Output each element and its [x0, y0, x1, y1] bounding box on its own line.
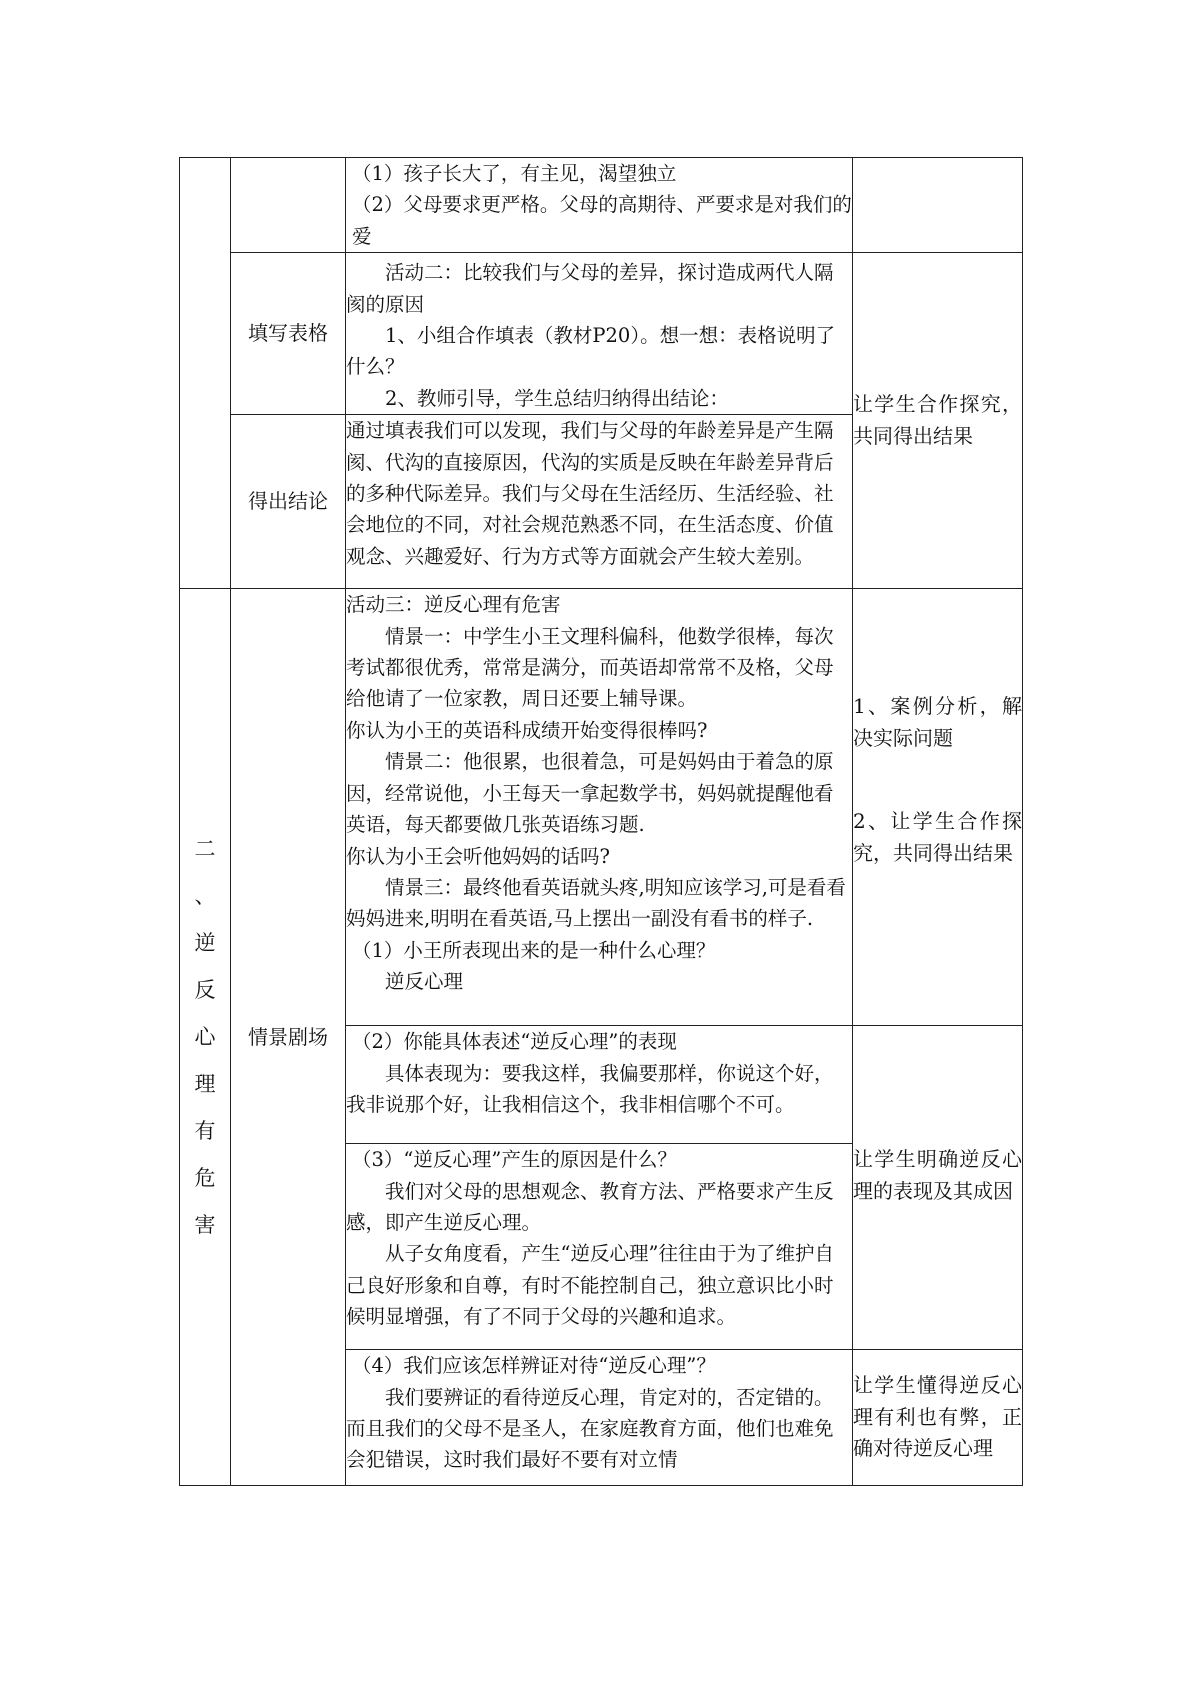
text-line: 2、教师引导，学生总结归纳得出结论：	[385, 386, 729, 410]
content-cell	[346, 589, 853, 1026]
row-label-text: 得出结论	[248, 489, 328, 514]
section-cell-empty	[180, 158, 231, 589]
row-label-text: 情景剧场	[248, 1024, 328, 1049]
text-line: （3）“逆反心理”产生的原因是什么？	[352, 1148, 677, 1172]
text-paragraph: 情景二：他很累，也很着急，可是妈妈由于着急的原因，经常说他，小王每天一拿起数学书，妈妈就提醒他看英语，每天都要做几张英语练习题.	[346, 750, 834, 837]
note-text: 1、案例分析，解决实际问题	[853, 694, 1022, 750]
text-paragraph: 我们要辨证的看待逆反心理，肯定对的，否定错的。而且我们的父母不是圣人，在家庭教育方面，他们也难免会犯错误，这时我们最好不要有对立情	[346, 1385, 834, 1472]
section-title-char: 理	[194, 1071, 216, 1096]
table-row	[180, 589, 1023, 1026]
note-text: 让学生懂得逆反心理有利也有弊，正确对待逆反心理	[853, 1373, 1022, 1461]
text-line: （1）孩子长大了，有主见，渴望独立	[352, 162, 677, 185]
text-paragraph: 通过填表我们可以发现，我们与父母的年龄差异是产生隔阂、代沟的直接原因，代沟的实质是反映在年龄差异背后的多种代际差异。我们与父母在生活经历、生活经验、社会地位的不同，对社会规范熟悉不同，在生活态度、价值观念、兴趣爱好、行为方式等方面就会产生较大差别。	[346, 419, 834, 568]
note-text: 2、让学生合作探究，共同得出结果	[853, 809, 1022, 865]
section-title-char: 心	[194, 1024, 216, 1049]
note-cell	[853, 1026, 1023, 1350]
note-cell	[853, 589, 1023, 1026]
note-cell	[853, 1350, 1023, 1486]
section-title-char: 二	[194, 836, 216, 861]
text-paragraph: 具体表现为：要我这样，我偏要那样，你说这个好，我非说那个好，让我相信这个，我非相信哪个不可。	[346, 1061, 834, 1117]
text-paragraph: 情景一：中学生小王文理科偏科，他数学很棒，每次考试都很优秀，常常是满分，而英语却常常不及格，父母给他请了一位家教，周日还要上辅导课。	[346, 624, 834, 711]
label-cell-empty	[231, 158, 346, 253]
note-cell-empty	[853, 158, 1023, 253]
row-label	[231, 589, 346, 1486]
text-line: 活动二：比较我们与父母的差异，探讨造成两代人隔阂的原因	[346, 261, 834, 316]
section-title-char: 、	[194, 883, 216, 908]
content-cell	[346, 1026, 853, 1144]
lesson-plan-table	[179, 157, 1023, 1486]
row-label-text: 填写表格	[248, 321, 328, 346]
section-title-cell	[180, 589, 231, 1486]
text-line: 1、小组合作填表（教材P20）。想一想：表格说明了什么？	[346, 324, 836, 379]
text-line: 你认为小王的英语科成绩开始变得很棒吗?	[346, 718, 708, 742]
content-cell	[346, 1350, 853, 1486]
text-line: 活动三：逆反心理有危害	[346, 593, 561, 617]
text-line: （2）你能具体表述“逆反心理”的表现	[352, 1030, 677, 1054]
text-paragraph: 从子女角度看，产生“逆反心理”往往由于为了维护自己良好形象和自尊，有时不能控制自己，独立意识比小时候明显增强，有了不同于父母的兴趣和追求。	[346, 1242, 834, 1329]
text-line: 你认为小王会听他妈妈的话吗?	[346, 844, 610, 868]
content-cell	[346, 158, 853, 253]
text-paragraph: 情景三：最终他看英语就头疼,明知应该学习,可是看看妈妈进来,明明在看英语,马上摆出一副没有看书的样子.	[346, 875, 846, 931]
text-line: 逆反心理	[385, 970, 464, 994]
section-title-char: 逆	[194, 930, 216, 955]
section-title-char: 害	[194, 1212, 216, 1237]
section-title-char: 危	[194, 1165, 216, 1190]
content-cell	[346, 415, 853, 589]
text-line: （1）小王所表现出来的是一种什么心理？	[352, 938, 716, 962]
content-cell	[346, 1144, 853, 1350]
note-text: 让学生合作探究，共同得出结果	[853, 392, 1022, 448]
section-title-char: 有	[194, 1118, 216, 1143]
text-line: （2）父母要求更严格。父母的高期待、严要求是对我们的爱	[352, 193, 852, 248]
note-text: 让学生明确逆反心理的表现及其成因	[853, 1147, 1022, 1203]
text-paragraph: 我们对父母的思想观念、教育方法、严格要求产生反感，即产生逆反心理。	[346, 1179, 834, 1235]
text-line: （4）我们应该怎样辨证对待“逆反心理”？	[352, 1354, 716, 1378]
section-title-char: 反	[194, 977, 216, 1002]
note-cell	[853, 253, 1023, 589]
content-cell	[346, 253, 853, 415]
table-row	[180, 158, 1023, 253]
table-row	[180, 253, 1023, 415]
row-label	[231, 415, 346, 589]
row-label	[231, 253, 346, 415]
